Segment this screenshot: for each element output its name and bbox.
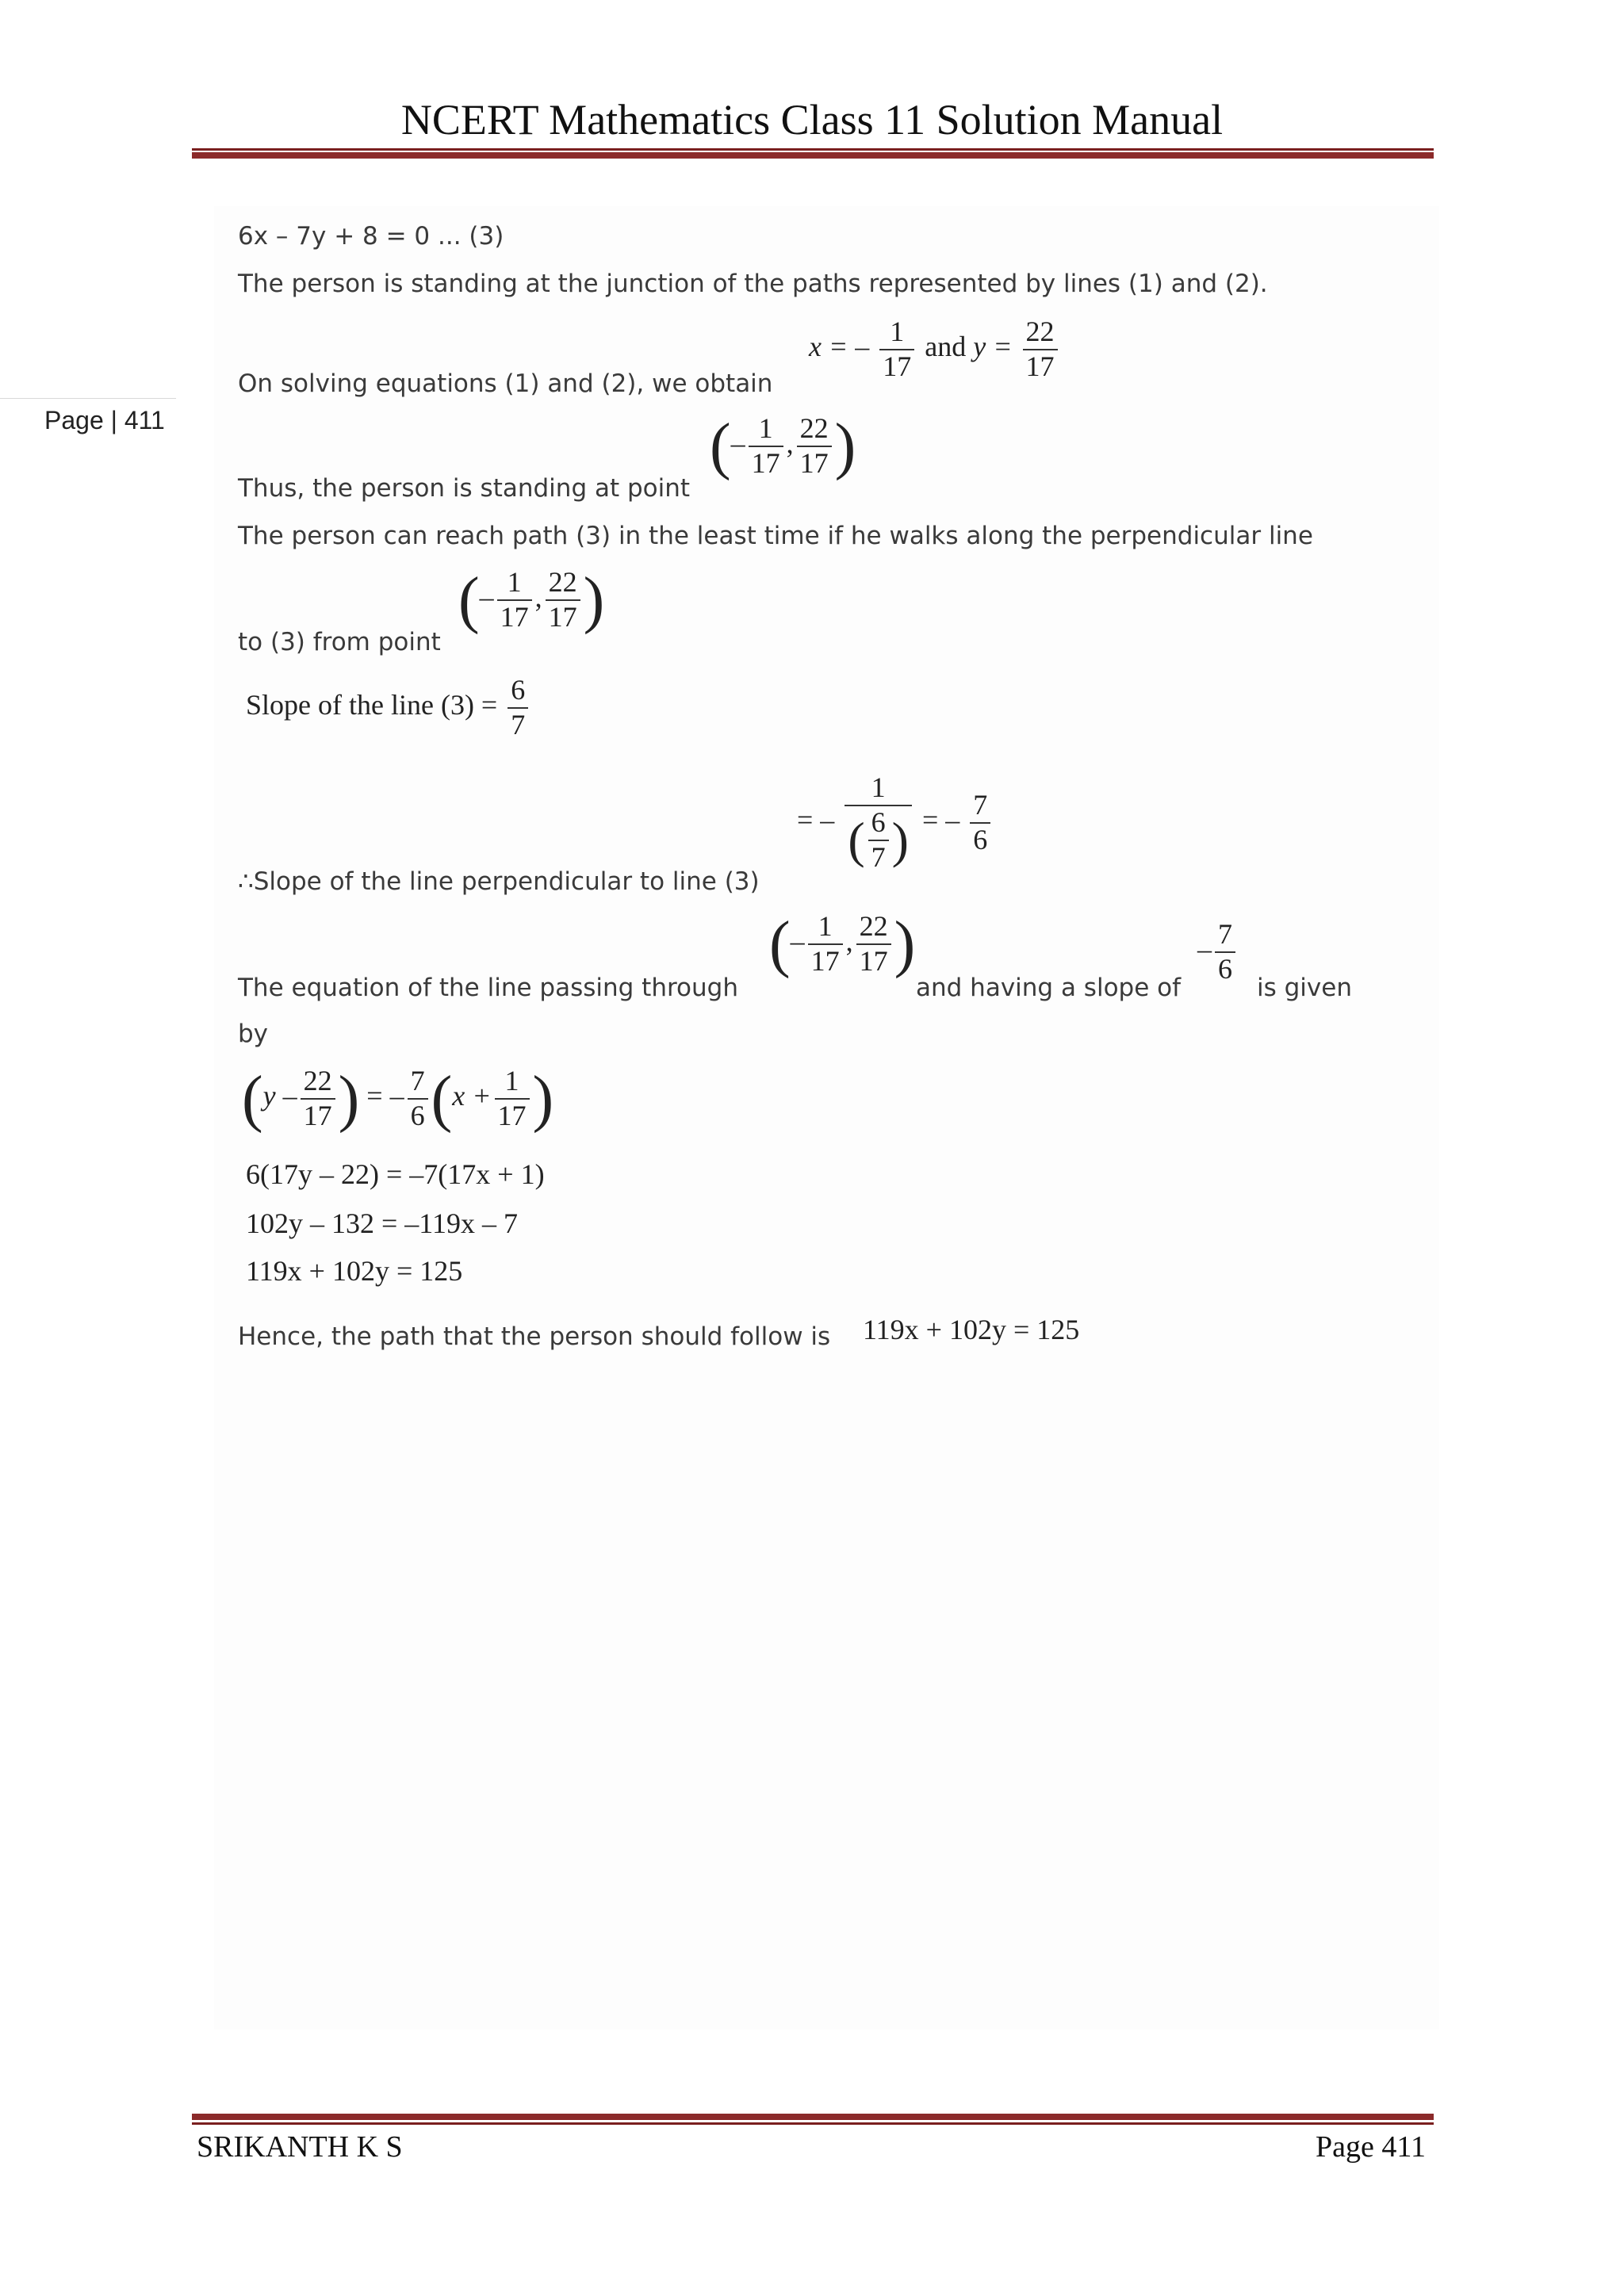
text-by: by <box>238 1020 269 1048</box>
point-2: (– $\frac{1}{17}$ , $\frac{22}{17}$ ) <box>458 564 605 635</box>
header-rule-thick <box>192 152 1434 159</box>
side-rule <box>0 398 176 399</box>
text-junction: The person is standing at the junction of the paths represented by lines (1) and (2). <box>238 270 1268 298</box>
step-2: 6(17y – 22) = –7(17x + 1) <box>246 1158 545 1190</box>
text-equation-through: The equation of the line passing through <box>238 974 738 1002</box>
equation-line-3: 6x – 7y + 8 = 0 ... (3) <box>238 222 504 251</box>
text-least-time: The person can reach path (3) in the least time if he walks along the perpendicular line <box>238 522 1313 550</box>
footer-page-number: Page 411 <box>1316 2130 1426 2164</box>
footer-author: SRIKANTH K S <box>197 2130 403 2164</box>
y-eq: y = <box>973 331 1013 363</box>
text-solving: On solving equations (1) and (2), we obtain <box>238 369 773 398</box>
step-4: 119x + 102y = 125 <box>246 1255 463 1287</box>
x-eq: x = – <box>809 331 870 363</box>
slope-line-3: Slope of the line (3) = $\frac{6}{7}$ <box>246 675 531 740</box>
footer-rule-thin <box>192 2122 1434 2125</box>
point-3: (– $\frac{1}{17}$ , $\frac{22}{17}$ ) <box>769 909 916 979</box>
text-perpendicular-slope: ∴Slope of the line perpendicular to line (3) <box>238 867 760 896</box>
perpendicular-slope-math: = – 1 ( $\frac{6}{7}$ ) = – $\frac{7}{6}$ <box>797 773 994 872</box>
side-page-number: Page | 411 <box>44 406 165 434</box>
frac-x: $\frac{1}{17}$ <box>879 317 914 382</box>
text-is-given: is given <box>1257 974 1352 1002</box>
frac-y: $\frac{22}{17}$ <box>1023 317 1058 382</box>
text-hence: Hence, the path that the person should follow is <box>238 1322 831 1351</box>
header-rule-thin <box>192 148 1434 151</box>
solution-xy <box>809 317 1061 382</box>
and-word: and <box>925 331 967 363</box>
footer-rule-thick <box>192 2114 1434 2120</box>
page-header-title: NCERT Mathematics Class 11 Solution Manual <box>400 96 1224 144</box>
text-from-point: to (3) from point <box>238 628 441 656</box>
point-1: (– $\frac{1}{17}$ , $\frac{22}{17}$ ) <box>710 411 856 481</box>
slope-value: – $\frac{7}{6}$ <box>1197 920 1239 985</box>
step-1: (y – $\frac{22}{17}$ ) = – $\frac{7}{6}$ (x + $\frac{1}{17}$ ) <box>242 1063 554 1134</box>
final-answer: 119x + 102y = 125 <box>863 1314 1080 1345</box>
step-3: 102y – 132 = –119x – 7 <box>246 1207 518 1239</box>
text-standing-point: Thus, the person is standing at point <box>238 474 691 503</box>
text-having-slope: and having a slope of <box>916 974 1182 1002</box>
